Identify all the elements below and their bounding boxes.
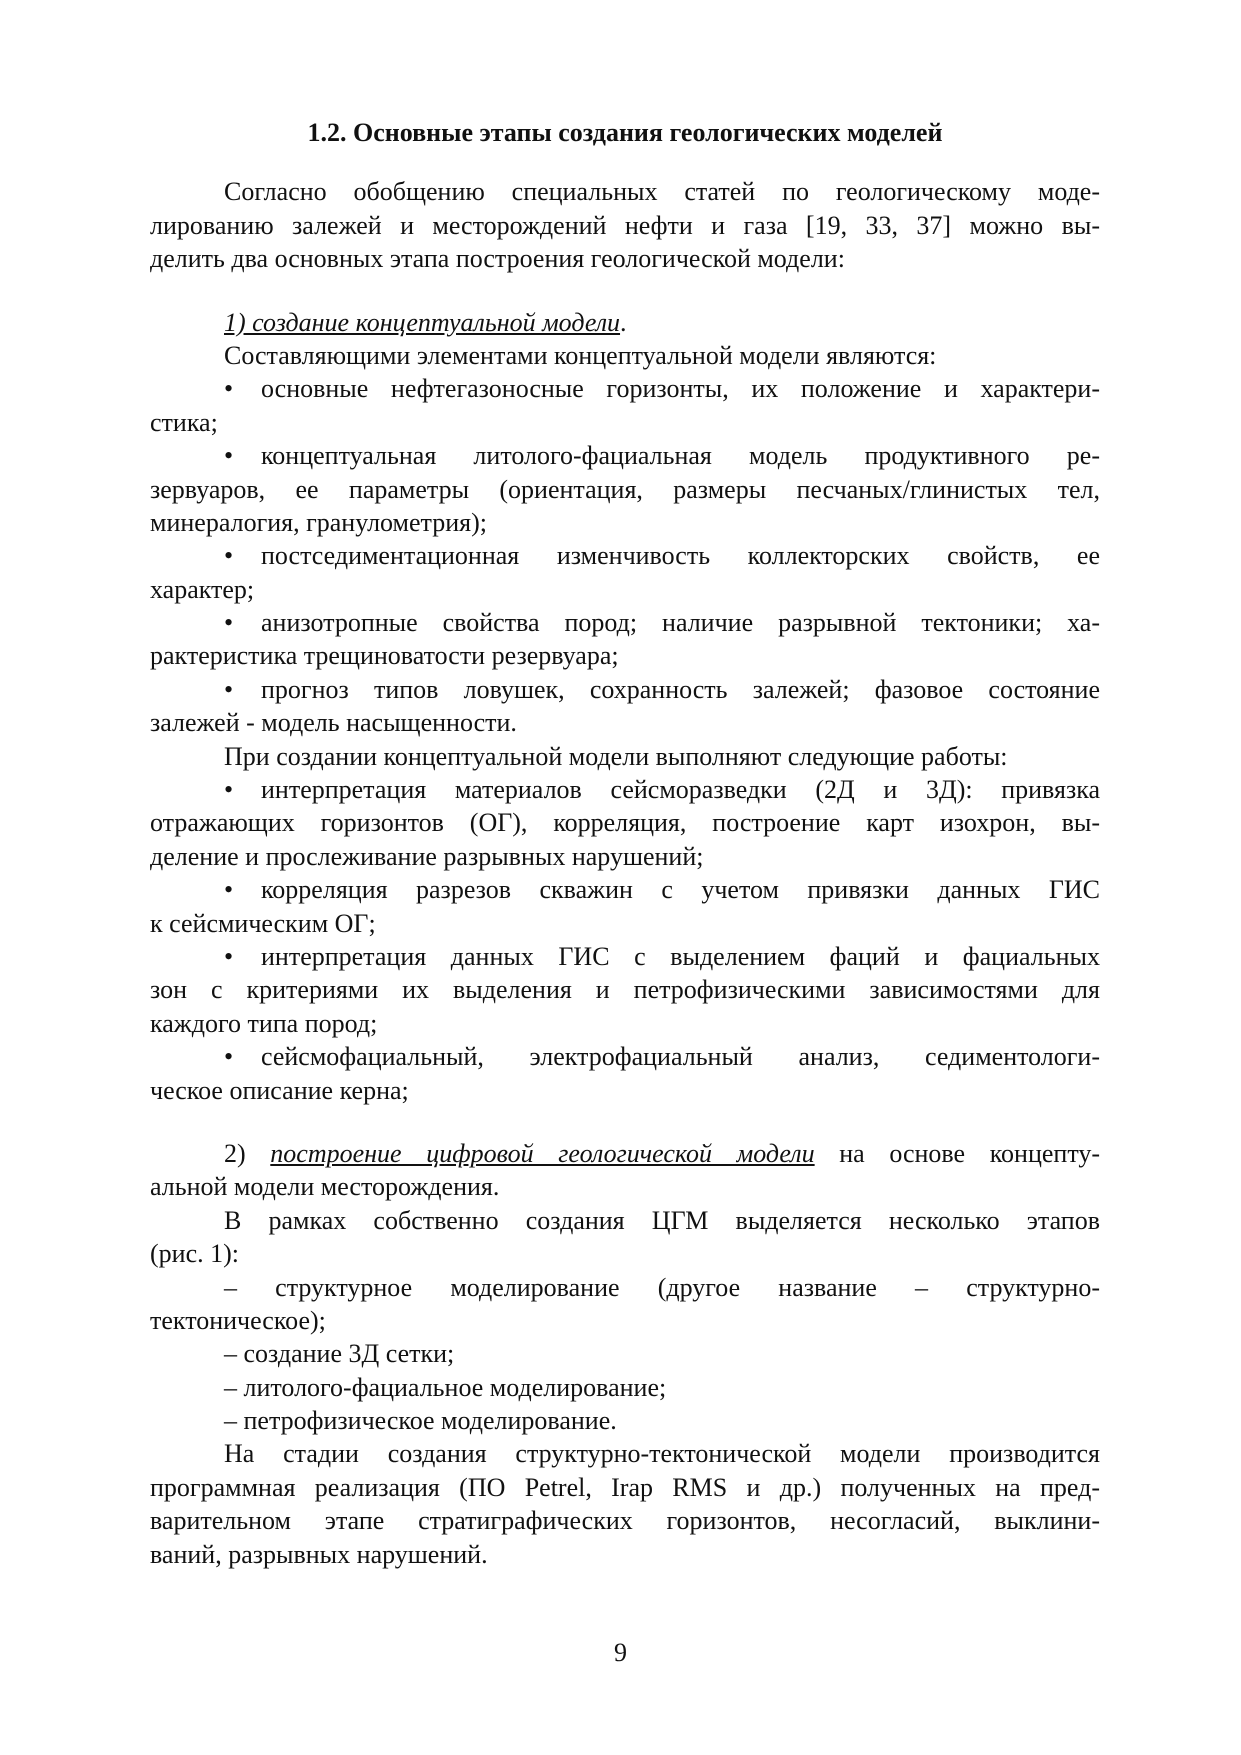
bullet-icon: • — [224, 674, 234, 704]
list-item: • прогноз типов ловушек, сохранность залежей; фазовое состояние залежей - модель насыщенности. — [150, 674, 1100, 738]
section-heading: 1.2. Основные этапы создания геологических моделей — [307, 118, 943, 147]
cgm-paragraph: В рамках собственно создания ЦГМ выделяется несколько этапов (рис. 1): — [150, 1205, 1100, 1269]
list-item: • интерпретация данных ГИС с выделением фаций и фациальных зон с критериями их выделения и петрофизическими зависимостями для каждого типа пород; — [150, 941, 1100, 1038]
bullet-icon: • — [224, 875, 234, 905]
list-item: • корреляция разрезов скважин с учетом привязки данных ГИС к сейсмическим ОГ; — [150, 875, 1100, 938]
stage2-title: построение цифровой геологической модели — [270, 1138, 815, 1168]
bullet-icon: • — [224, 608, 234, 638]
list-item: • постседиментационная изменчивость коллекторских свойств, ее характер; — [150, 541, 1100, 604]
bullet-icon: • — [224, 541, 234, 571]
works-list — [150, 773, 1100, 1107]
list-item: • интерпретация материалов сейсморазведки (2Д и 3Д): привязка отражающих горизонтов (ОГ), корреляция, построение карт изохрон, вы- деление и прослеживание разрывных нарушений; — [150, 775, 1100, 871]
bullet-icon: • — [224, 775, 234, 805]
bullet-icon: • — [224, 374, 234, 404]
works-intro: При создании концептуальной модели выполняют следующие работы: — [224, 741, 1008, 771]
elements-intro: Составляющими элементами концептуальной модели являются: — [224, 340, 937, 370]
list-item: • анизотропные свойства пород; наличие разрывной тектоники; ха- рактеристика трещиноватости резервуара; — [150, 608, 1100, 671]
bullet-icon: • — [224, 1042, 234, 1072]
list-item: • сейсмофациальный, электрофациальный анализ, седиментологи- ческое описание керна; — [150, 1042, 1100, 1105]
intro-paragraph: Согласно обобщению специальных статей по геологическому моде- лированию залежей и месторождений нефти и газа [19, 33, 37] можно вы- делить два основных этапа построения геологической модели: — [150, 177, 1100, 274]
bullet-icon: • — [224, 441, 234, 471]
list-item: – петрофизическое моделирование. — [224, 1406, 617, 1436]
list-item: • основные нефтегазоносные горизонты, их положение и характери- стика; — [150, 374, 1100, 437]
final-paragraph: На стадии создания структурно-тектонической модели производится программная реализация (ПО Petrel, Irap RMS и др.) полученных на пред- варительном этапе стратиграфических горизонтов, несогласий, выклини- ваний, разрывных нарушений. — [150, 1439, 1100, 1569]
stage2-paragraph: 2) построение цифровой геологической модели на основе концепту- альной модели месторождения. — [150, 1138, 1100, 1202]
page-body — [150, 116, 1100, 1571]
list-item: – создание 3Д сетки; — [224, 1339, 455, 1369]
list-item: – структурное моделирование (другое название – структурно- тектоническое); — [150, 1272, 1100, 1335]
steps-list — [150, 1271, 1100, 1438]
page-number: 9 — [614, 1638, 627, 1667]
bullet-icon: • — [224, 941, 234, 971]
list-item: • концептуальная литолого-фациальная модель продуктивного ре- зервуаров, ее параметры (ориентация, размеры песчаных/глинистых тел, минералогия, гранулометрия); — [150, 441, 1100, 537]
stage1-title: 1) создание концептуальной модели. — [224, 307, 627, 337]
elements-list — [150, 372, 1100, 739]
list-item: – литолого-фациальное моделирование; — [224, 1372, 667, 1402]
